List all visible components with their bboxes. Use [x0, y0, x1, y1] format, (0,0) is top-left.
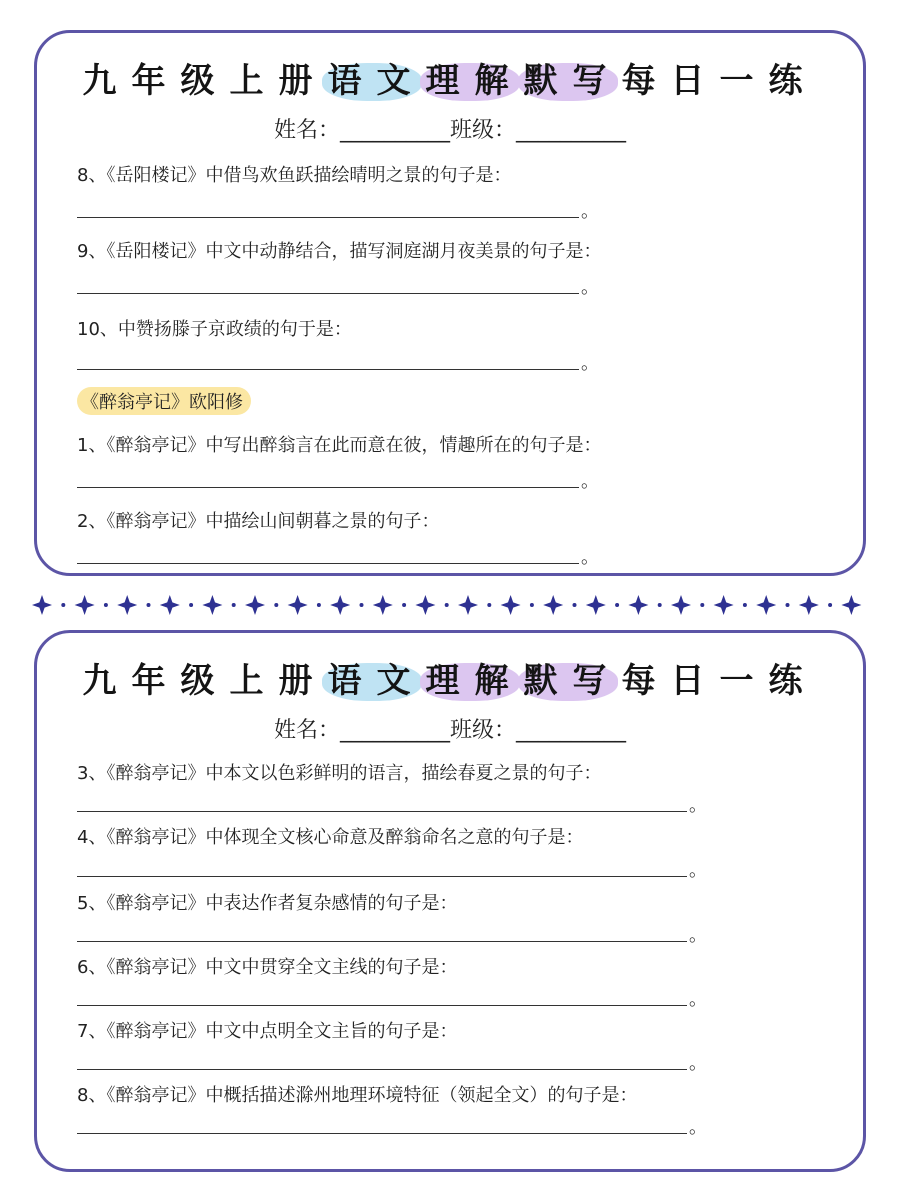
answer-line[interactable]	[77, 811, 687, 812]
question: 8、《醉翁亭记》中概括描述滁州地理环境特征（领起全文）的句子是：	[77, 1085, 638, 1106]
worksheet-card-2	[34, 630, 866, 1172]
answer-line[interactable]	[77, 563, 579, 564]
worksheet-title	[37, 653, 863, 702]
four-point-star-icon	[714, 595, 734, 615]
answer-period: 。	[581, 201, 599, 222]
divider-dot	[828, 603, 832, 607]
title-part-chinese: 语文	[327, 661, 426, 701]
title-part-chinese: 语文	[327, 61, 426, 101]
divider-dot	[530, 603, 534, 607]
divider-dot	[402, 603, 406, 607]
divider-dot	[487, 603, 491, 607]
title-part-grade: 九年级上册	[82, 661, 328, 701]
four-point-star-icon	[117, 595, 137, 615]
title-part-dictation: 默写	[523, 61, 622, 101]
four-point-star-icon	[415, 595, 435, 615]
question: 2、《醉翁亭记》中描绘山间朝暮之景的句子：	[77, 511, 440, 532]
four-point-star-icon	[245, 595, 265, 615]
title-part-understanding: 理解	[425, 61, 524, 101]
answer-line[interactable]	[77, 369, 579, 370]
answer-line[interactable]	[77, 1133, 687, 1134]
four-point-star-icon	[202, 595, 222, 615]
four-point-star-icon	[628, 595, 648, 615]
answer-period: 。	[581, 277, 599, 298]
divider-dot	[189, 603, 193, 607]
title-part-understanding: 理解	[425, 661, 524, 701]
divider-dot	[743, 603, 747, 607]
divider-dot	[615, 603, 619, 607]
four-point-star-icon	[373, 595, 393, 615]
title-part-dictation: 默写	[523, 661, 622, 701]
question: 8、《岳阳楼记》中借鸟欢鱼跃描绘晴明之景的句子是：	[77, 165, 512, 186]
four-point-star-icon	[756, 595, 776, 615]
divider-dot	[147, 603, 151, 607]
divider-dot	[573, 603, 577, 607]
name-class-line: 姓名：__________班级：__________	[273, 718, 626, 743]
answer-period: 。	[689, 989, 707, 1010]
divider-dot	[274, 603, 278, 607]
worksheet-card-1	[34, 30, 866, 576]
section-label: 《醉翁亭记》欧阳修	[77, 387, 251, 415]
question: 10、中赞扬滕子京政绩的句于是：	[77, 319, 352, 340]
answer-line[interactable]	[77, 1005, 687, 1006]
answer-period: 。	[581, 353, 599, 374]
question: 5、《醉翁亭记》中表达作者复杂感情的句子是：	[77, 893, 458, 914]
star-divider	[30, 591, 870, 619]
divider-dot	[786, 603, 790, 607]
divider-dot	[445, 603, 449, 607]
question: 6、《醉翁亭记》中文中贯穿全文主线的句子是：	[77, 957, 458, 978]
answer-period: 。	[581, 547, 599, 568]
answer-line[interactable]	[77, 293, 579, 294]
four-point-star-icon	[458, 595, 478, 615]
four-point-star-icon	[799, 595, 819, 615]
answer-line[interactable]	[77, 876, 687, 877]
four-point-star-icon	[75, 595, 95, 615]
answer-line[interactable]	[77, 487, 579, 488]
divider-dot	[700, 603, 704, 607]
question: 1、《醉翁亭记》中写出醉翁言在此而意在彼，情趣所在的句子是：	[77, 435, 602, 456]
answer-period: 。	[689, 795, 707, 816]
divider-dot	[317, 603, 321, 607]
four-point-star-icon	[330, 595, 350, 615]
four-point-star-icon	[841, 595, 861, 615]
divider-dot	[360, 603, 364, 607]
name-class-line: 姓名：__________班级：__________	[273, 118, 626, 143]
four-point-star-icon	[288, 595, 308, 615]
divider-dot	[104, 603, 108, 607]
four-point-star-icon	[32, 595, 52, 615]
four-point-star-icon	[543, 595, 563, 615]
worksheet-title	[37, 53, 863, 102]
title-part-grade: 九年级上册	[82, 61, 328, 101]
title-part-daily: 每日一练	[621, 61, 818, 101]
four-point-star-icon	[501, 595, 521, 615]
divider-dot	[61, 603, 65, 607]
four-point-star-icon	[671, 595, 691, 615]
answer-period: 。	[689, 1053, 707, 1074]
question: 3、《醉翁亭记》中本文以色彩鲜明的语言，描绘春夏之景的句子：	[77, 763, 602, 784]
four-point-star-icon	[160, 595, 180, 615]
answer-period: 。	[689, 1117, 707, 1138]
answer-period: 。	[689, 925, 707, 946]
four-point-star-icon	[586, 595, 606, 615]
title-part-daily: 每日一练	[621, 661, 818, 701]
question: 7、《醉翁亭记》中文中点明全文主旨的句子是：	[77, 1021, 458, 1042]
answer-line[interactable]	[77, 1069, 687, 1070]
question: 4、《醉翁亭记》中体现全文核心命意及醉翁命名之意的句子是：	[77, 827, 584, 848]
question: 9、《岳阳楼记》中文中动静结合，描写洞庭湖月夜美景的句子是：	[77, 241, 602, 262]
divider-dot	[232, 603, 236, 607]
answer-period: 。	[689, 860, 707, 881]
divider-dot	[658, 603, 662, 607]
answer-line[interactable]	[77, 941, 687, 942]
answer-line[interactable]	[77, 217, 579, 218]
answer-period: 。	[581, 471, 599, 492]
